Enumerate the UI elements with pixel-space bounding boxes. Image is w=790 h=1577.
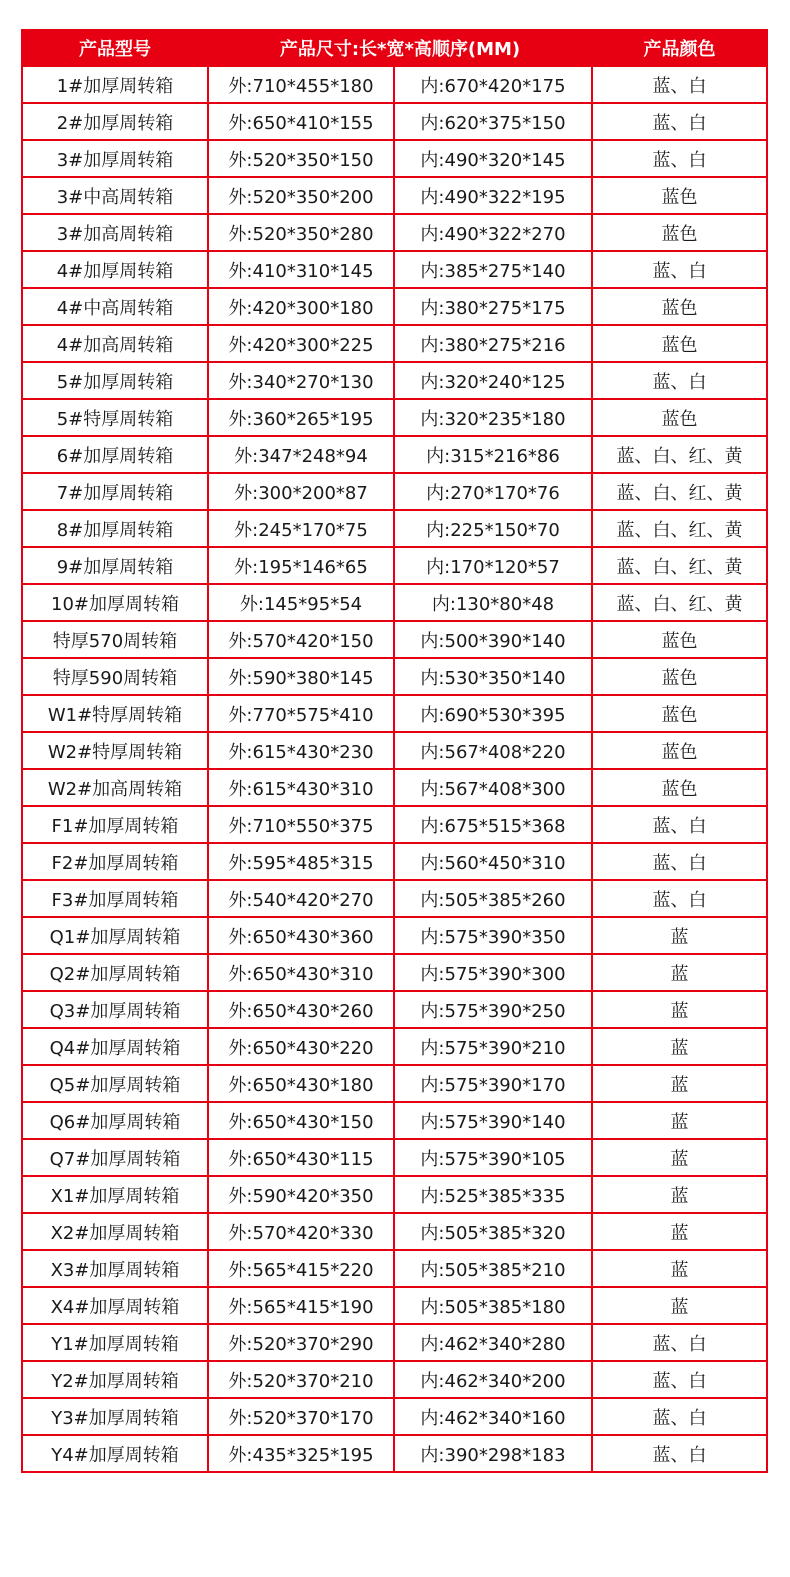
cell-model: X4#加厚周转箱 [22,1287,208,1324]
cell-model: 3#加高周转箱 [22,214,208,251]
cell-inner-size: 内:315*216*86 [394,436,592,473]
cell-color: 蓝色 [592,769,767,806]
cell-outer-size: 外:650*430*115 [208,1139,394,1176]
cell-outer-size: 外:347*248*94 [208,436,394,473]
cell-color: 蓝色 [592,695,767,732]
table-row [22,547,767,584]
table-row [22,251,767,288]
cell-outer-size: 外:595*485*315 [208,843,394,880]
cell-color: 蓝、白 [592,66,767,103]
cell-inner-size: 内:525*385*335 [394,1176,592,1213]
cell-model: W2#特厚周转箱 [22,732,208,769]
cell-inner-size: 内:505*385*180 [394,1287,592,1324]
table-row [22,1361,767,1398]
cell-model: Q4#加厚周转箱 [22,1028,208,1065]
cell-outer-size: 外:420*300*180 [208,288,394,325]
cell-outer-size: 外:520*370*170 [208,1398,394,1435]
cell-color: 蓝、白、红、黄 [592,436,767,473]
cell-outer-size: 外:420*300*225 [208,325,394,362]
cell-inner-size: 内:560*450*310 [394,843,592,880]
cell-inner-size: 内:462*340*280 [394,1324,592,1361]
cell-model: Y1#加厚周转箱 [22,1324,208,1361]
cell-inner-size: 内:170*120*57 [394,547,592,584]
cell-color: 蓝、白 [592,1324,767,1361]
cell-color: 蓝、白 [592,880,767,917]
table-row [22,880,767,917]
table-row [22,325,767,362]
cell-inner-size: 内:320*235*180 [394,399,592,436]
cell-color: 蓝色 [592,325,767,362]
table-row [22,1250,767,1287]
table-row [22,1398,767,1435]
cell-inner-size: 内:320*240*125 [394,362,592,399]
cell-color: 蓝、白 [592,806,767,843]
cell-color: 蓝色 [592,214,767,251]
table-row [22,917,767,954]
cell-outer-size: 外:520*370*210 [208,1361,394,1398]
cell-inner-size: 内:505*385*260 [394,880,592,917]
table-row [22,510,767,547]
cell-outer-size: 外:340*270*130 [208,362,394,399]
cell-inner-size: 内:225*150*70 [394,510,592,547]
cell-outer-size: 外:650*430*260 [208,991,394,1028]
cell-inner-size: 内:575*390*350 [394,917,592,954]
cell-outer-size: 外:570*420*330 [208,1213,394,1250]
cell-model: F2#加厚周转箱 [22,843,208,880]
cell-color: 蓝、白 [592,1435,767,1472]
cell-model: Y3#加厚周转箱 [22,1398,208,1435]
header-size: 产品尺寸:长*宽*高顺序(MM) [208,30,592,66]
cell-model: Q7#加厚周转箱 [22,1139,208,1176]
header-color: 产品颜色 [592,30,767,66]
cell-outer-size: 外:360*265*195 [208,399,394,436]
table-row [22,621,767,658]
cell-model: Y4#加厚周转箱 [22,1435,208,1472]
cell-model: F1#加厚周转箱 [22,806,208,843]
cell-model: W2#加高周转箱 [22,769,208,806]
cell-inner-size: 内:390*298*183 [394,1435,592,1472]
cell-inner-size: 内:462*340*160 [394,1398,592,1435]
table-row [22,1176,767,1213]
table-row [22,1065,767,1102]
cell-inner-size: 内:380*275*216 [394,325,592,362]
cell-inner-size: 内:270*170*76 [394,473,592,510]
cell-inner-size: 内:462*340*200 [394,1361,592,1398]
cell-model: 10#加厚周转箱 [22,584,208,621]
cell-model: X2#加厚周转箱 [22,1213,208,1250]
cell-model: 8#加厚周转箱 [22,510,208,547]
cell-outer-size: 外:710*550*375 [208,806,394,843]
cell-model: Q2#加厚周转箱 [22,954,208,991]
table-row [22,473,767,510]
cell-color: 蓝色 [592,288,767,325]
table-body [22,66,767,1472]
table-row [22,1287,767,1324]
cell-color: 蓝 [592,1213,767,1250]
cell-model: Q3#加厚周转箱 [22,991,208,1028]
cell-color: 蓝、白 [592,843,767,880]
table-row [22,177,767,214]
cell-color: 蓝 [592,1028,767,1065]
cell-outer-size: 外:710*455*180 [208,66,394,103]
table-row [22,140,767,177]
cell-outer-size: 外:565*415*220 [208,1250,394,1287]
table-header [22,30,767,66]
cell-color: 蓝色 [592,399,767,436]
cell-color: 蓝 [592,917,767,954]
cell-outer-size: 外:650*430*220 [208,1028,394,1065]
cell-inner-size: 内:567*408*300 [394,769,592,806]
cell-inner-size: 内:575*390*105 [394,1139,592,1176]
cell-inner-size: 内:380*275*175 [394,288,592,325]
cell-color: 蓝色 [592,658,767,695]
cell-model: Q5#加厚周转箱 [22,1065,208,1102]
cell-inner-size: 内:530*350*140 [394,658,592,695]
cell-model: 特厚570周转箱 [22,621,208,658]
table-row [22,288,767,325]
cell-color: 蓝、白 [592,1398,767,1435]
cell-model: X1#加厚周转箱 [22,1176,208,1213]
cell-inner-size: 内:575*390*300 [394,954,592,991]
cell-outer-size: 外:245*170*75 [208,510,394,547]
cell-inner-size: 内:620*375*150 [394,103,592,140]
table-row [22,103,767,140]
cell-outer-size: 外:570*420*150 [208,621,394,658]
cell-outer-size: 外:410*310*145 [208,251,394,288]
cell-color: 蓝、白、红、黄 [592,547,767,584]
cell-inner-size: 内:575*390*170 [394,1065,592,1102]
cell-inner-size: 内:500*390*140 [394,621,592,658]
cell-color: 蓝 [592,1065,767,1102]
cell-model: 9#加厚周转箱 [22,547,208,584]
cell-color: 蓝、白、红、黄 [592,584,767,621]
cell-outer-size: 外:615*430*230 [208,732,394,769]
cell-outer-size: 外:195*146*65 [208,547,394,584]
cell-color: 蓝、白 [592,140,767,177]
cell-model: 2#加厚周转箱 [22,103,208,140]
cell-model: 5#特厚周转箱 [22,399,208,436]
cell-outer-size: 外:590*380*145 [208,658,394,695]
table-row [22,214,767,251]
cell-outer-size: 外:300*200*87 [208,473,394,510]
cell-inner-size: 内:575*390*210 [394,1028,592,1065]
cell-color: 蓝 [592,991,767,1028]
table-row [22,66,767,103]
cell-outer-size: 外:650*430*180 [208,1065,394,1102]
cell-model: Y2#加厚周转箱 [22,1361,208,1398]
cell-outer-size: 外:540*420*270 [208,880,394,917]
cell-inner-size: 内:575*390*250 [394,991,592,1028]
cell-color: 蓝 [592,1102,767,1139]
table-row [22,1435,767,1472]
cell-color: 蓝色 [592,621,767,658]
cell-outer-size: 外:650*430*360 [208,917,394,954]
cell-model: 4#加高周转箱 [22,325,208,362]
cell-model: 4#加厚周转箱 [22,251,208,288]
cell-model: F3#加厚周转箱 [22,880,208,917]
cell-outer-size: 外:650*430*150 [208,1102,394,1139]
table-row [22,769,767,806]
table-row [22,1028,767,1065]
cell-outer-size: 外:145*95*54 [208,584,394,621]
cell-inner-size: 内:675*515*368 [394,806,592,843]
cell-outer-size: 外:770*575*410 [208,695,394,732]
header-model: 产品型号 [22,30,208,66]
table-row [22,1139,767,1176]
cell-model: 3#中高周转箱 [22,177,208,214]
product-spec-table [21,29,768,1473]
cell-color: 蓝、白、红、黄 [592,510,767,547]
cell-color: 蓝色 [592,732,767,769]
cell-inner-size: 内:130*80*48 [394,584,592,621]
table-row [22,806,767,843]
header-row [22,30,767,66]
cell-inner-size: 内:385*275*140 [394,251,592,288]
cell-outer-size: 外:520*350*150 [208,140,394,177]
cell-model: 6#加厚周转箱 [22,436,208,473]
table-row [22,1102,767,1139]
cell-model: Q1#加厚周转箱 [22,917,208,954]
table-row [22,436,767,473]
cell-color: 蓝 [592,1250,767,1287]
cell-inner-size: 内:690*530*395 [394,695,592,732]
cell-color: 蓝、白 [592,1361,767,1398]
cell-inner-size: 内:505*385*210 [394,1250,592,1287]
cell-inner-size: 内:505*385*320 [394,1213,592,1250]
cell-color: 蓝、白 [592,362,767,399]
cell-inner-size: 内:567*408*220 [394,732,592,769]
cell-outer-size: 外:650*410*155 [208,103,394,140]
table-row [22,362,767,399]
table-row [22,732,767,769]
cell-inner-size: 内:575*390*140 [394,1102,592,1139]
cell-model: 1#加厚周转箱 [22,66,208,103]
cell-outer-size: 外:650*430*310 [208,954,394,991]
table-row [22,658,767,695]
table-row [22,1213,767,1250]
cell-color: 蓝 [592,1176,767,1213]
table-row [22,695,767,732]
cell-model: W1#特厚周转箱 [22,695,208,732]
cell-color: 蓝、白、红、黄 [592,473,767,510]
cell-outer-size: 外:520*370*290 [208,1324,394,1361]
cell-color: 蓝 [592,1287,767,1324]
cell-model: 5#加厚周转箱 [22,362,208,399]
cell-model: 特厚590周转箱 [22,658,208,695]
cell-model: 7#加厚周转箱 [22,473,208,510]
cell-color: 蓝、白 [592,251,767,288]
cell-color: 蓝色 [592,177,767,214]
cell-model: X3#加厚周转箱 [22,1250,208,1287]
table-row [22,399,767,436]
cell-color: 蓝、白 [592,103,767,140]
cell-outer-size: 外:435*325*195 [208,1435,394,1472]
table-row [22,1324,767,1361]
cell-inner-size: 内:490*322*195 [394,177,592,214]
table-row [22,991,767,1028]
table-row [22,843,767,880]
cell-model: 3#加厚周转箱 [22,140,208,177]
cell-outer-size: 外:520*350*280 [208,214,394,251]
table-row [22,584,767,621]
cell-model: 4#中高周转箱 [22,288,208,325]
table-row [22,954,767,991]
cell-inner-size: 内:670*420*175 [394,66,592,103]
cell-inner-size: 内:490*322*270 [394,214,592,251]
cell-color: 蓝 [592,954,767,991]
cell-outer-size: 外:520*350*200 [208,177,394,214]
cell-outer-size: 外:565*415*190 [208,1287,394,1324]
cell-model: Q6#加厚周转箱 [22,1102,208,1139]
cell-outer-size: 外:590*420*350 [208,1176,394,1213]
cell-outer-size: 外:615*430*310 [208,769,394,806]
cell-inner-size: 内:490*320*145 [394,140,592,177]
cell-color: 蓝 [592,1139,767,1176]
